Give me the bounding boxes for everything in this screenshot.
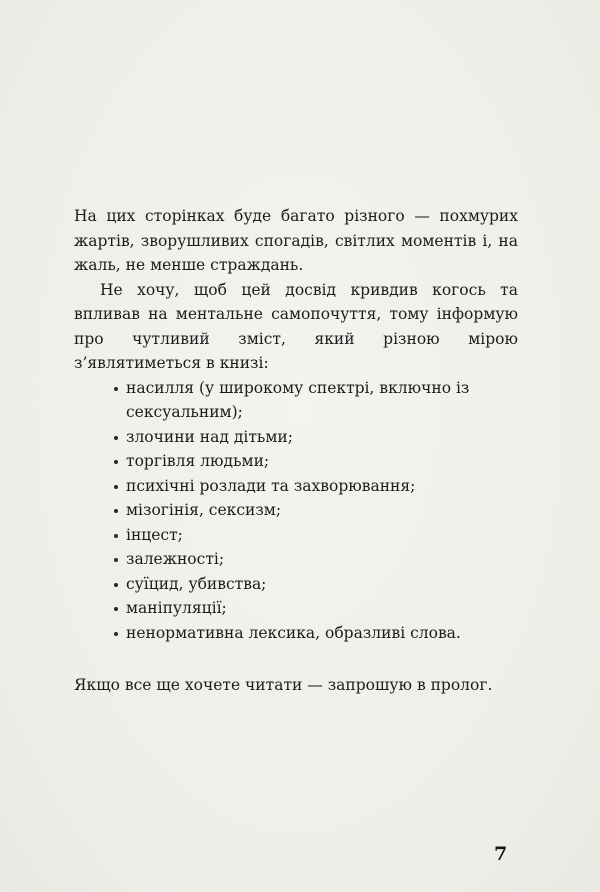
list-item-text: психічні розлади та захворювання;	[126, 476, 416, 495]
list-item-text: злочини над дітьми;	[126, 427, 293, 446]
list-item	[118, 523, 518, 548]
list-item-text: ненормативна лексика, образливі слова.	[126, 623, 461, 642]
list-item	[118, 498, 518, 523]
sensitive-content-list	[74, 376, 518, 646]
list-item	[118, 474, 518, 499]
list-item	[118, 596, 518, 621]
list-item	[118, 376, 518, 425]
closing-line: Якщо все ще хочете читати — запрошую в пролог.	[74, 676, 493, 694]
list-item-text: торгівля людьми;	[126, 452, 270, 470]
warning-paragraph: Не хочу, щоб цей досвід кривдив когось та впливав на ментальне самопочуття, тому інформую про чутливий зміст, який різною мірою з’являтиметься в книзі:	[74, 280, 518, 372]
bullet-icon	[114, 558, 118, 562]
bullet-icon	[114, 534, 118, 538]
bullet-icon	[114, 387, 118, 391]
list-item-text: маніпуляції;	[126, 599, 227, 617]
list-item-text: насилля (у широкому спектрі, включно із сексуальним);	[126, 378, 470, 421]
list-item	[118, 425, 518, 450]
list-item-text: інцест;	[126, 525, 183, 544]
intro-paragraph: На цих сторінках буде багато різного — похмурих жартів, зворушливих спогадів, світлих моментів і, на жаль, не менше страждань.	[74, 207, 518, 274]
bullet-icon	[114, 632, 118, 636]
content-warning-section	[74, 204, 518, 645]
list-item	[118, 449, 518, 474]
list-item	[118, 621, 518, 646]
bullet-icon	[114, 509, 118, 513]
list-item	[118, 547, 518, 572]
bullet-icon	[114, 583, 118, 587]
list-item	[118, 572, 518, 597]
bullet-icon	[114, 436, 118, 440]
bullet-icon	[114, 607, 118, 611]
list-item-text: мізогінія, сексизм;	[126, 501, 282, 519]
bullet-icon	[114, 460, 118, 464]
page-number: 7	[494, 843, 508, 865]
list-item-text: залежності;	[126, 550, 225, 568]
list-item-text: суїцид, убивства;	[126, 574, 267, 593]
bullet-icon	[114, 485, 118, 489]
